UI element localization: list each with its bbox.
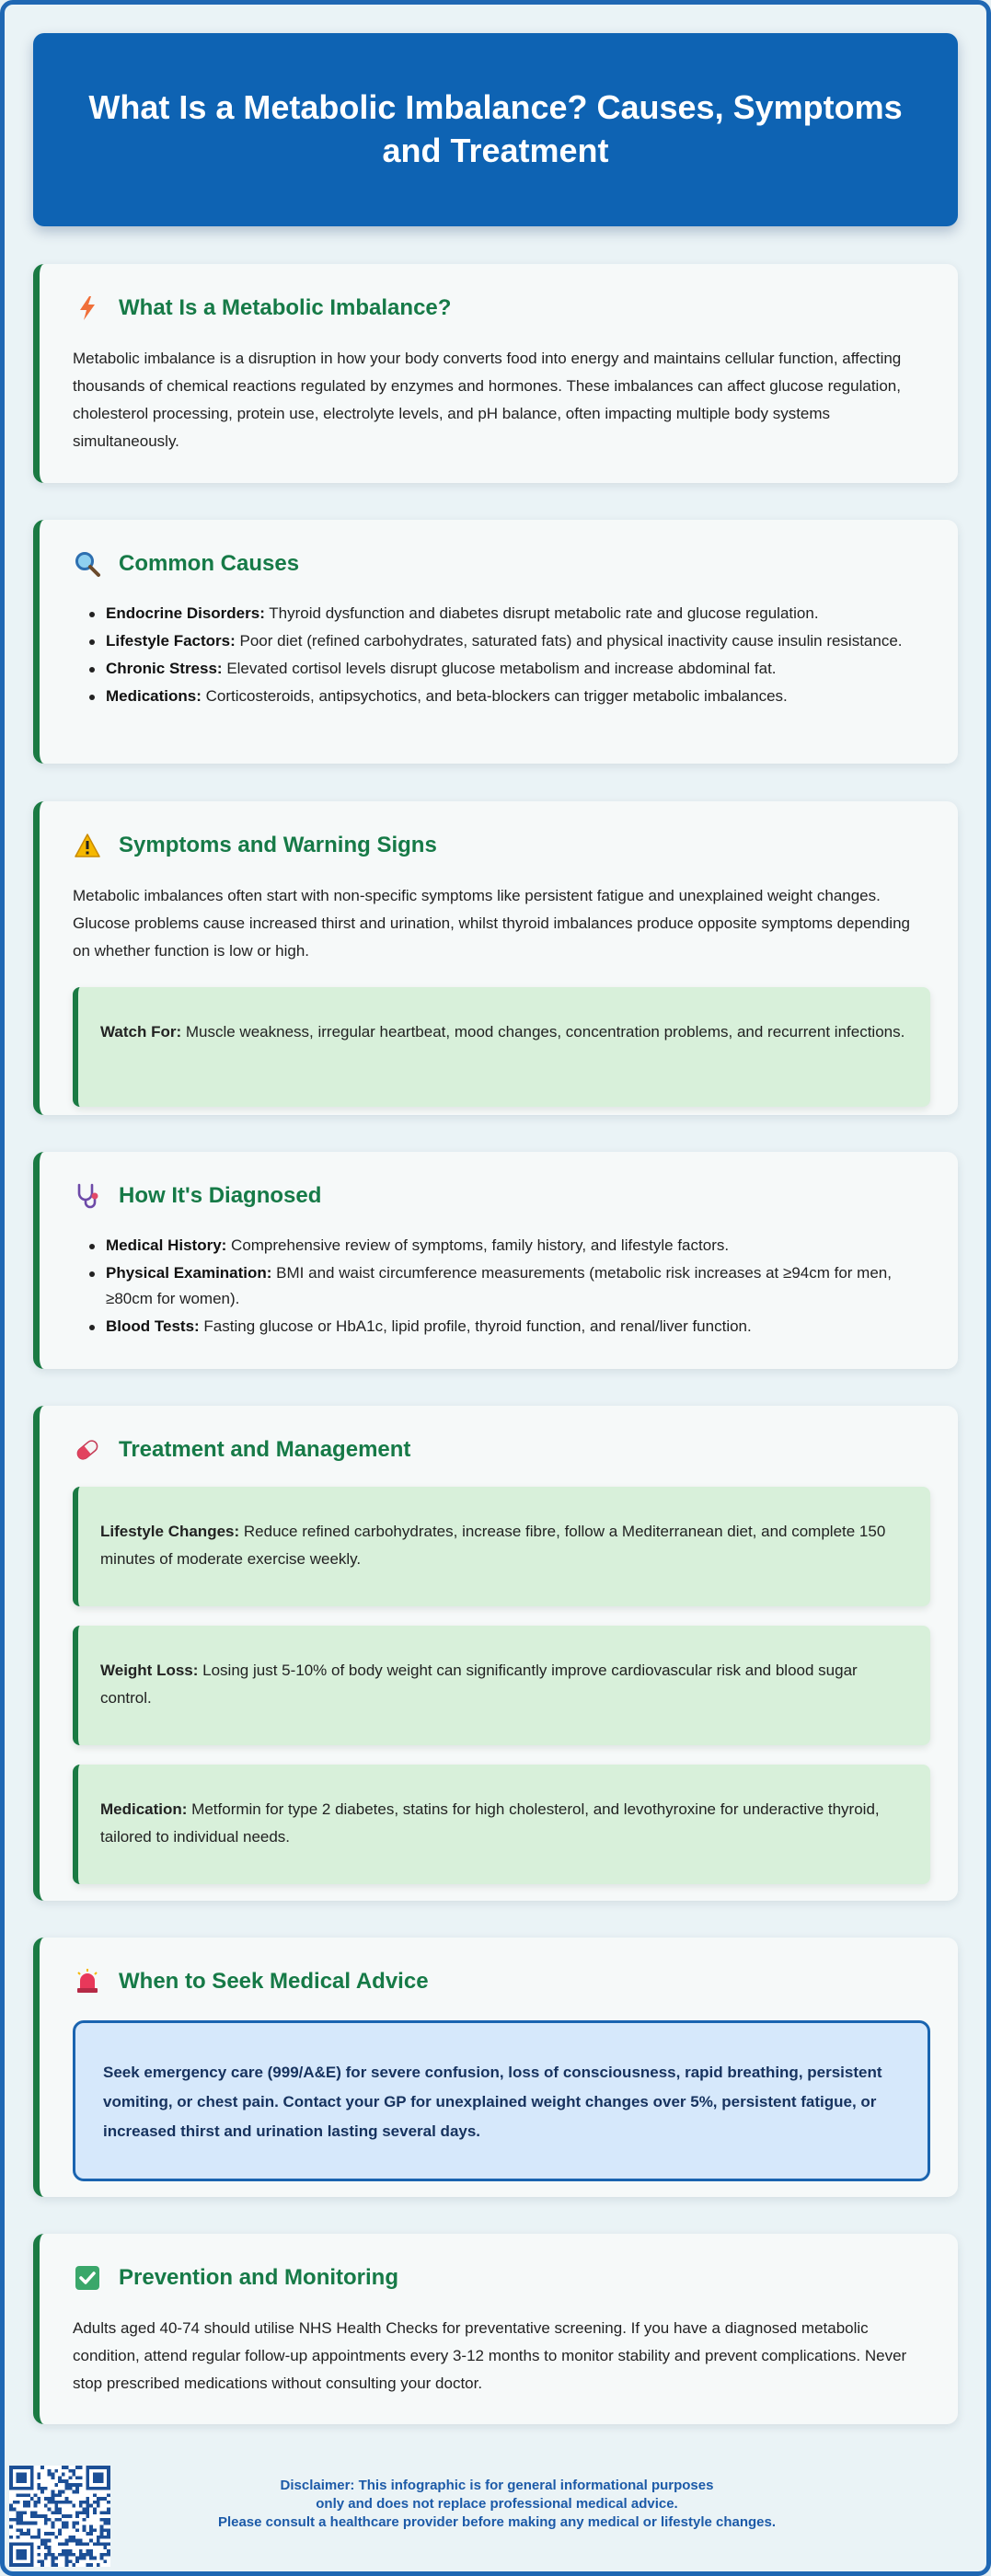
list-item <box>89 684 930 709</box>
disclaimer <box>184 2477 810 2532</box>
lightning-icon <box>73 293 102 323</box>
section-text: Metabolic imbalances often start with non-specific symptoms like persistent fatigue and unexplained weight changes. Glucose problems cause increased thirst and urination, whilst thyroid imbalances produce opposite symptoms depending on whether function is low or high. <box>73 887 910 960</box>
note-text: Reduce refined carbohydrates, increase fibre, follow a Mediterranean diet, and complete 150 minutes of moderate exercise weekly. <box>100 1523 886 1568</box>
item-text: BMI and waist circumference measurements (metabolic risk increases at ≥94cm for men, ≥80cm for women). <box>106 1264 892 1307</box>
section-diagnosis <box>33 1152 958 1369</box>
emergency-alert: Seek emergency care (999/A&E) for severe confusion, loss of consciousness, rapid breathing, persistent vomiting, or chest pain. Contact your GP for unexplained weight changes over 5%, persistent fatigue, or increased thirst and urination lasting several days. <box>73 2020 930 2181</box>
item-term: Lifestyle Factors: <box>106 632 236 650</box>
section-text: Metabolic imbalance is a disruption in how your body converts food into energy and maintains cellular function, affecting thousands of chemical reactions regulated by enzymes and hormones. These imbalances can affect glucose regulation, cholesterol processing, protein use, electrolyte levels, and pH balance, often impacting multiple body systems simultaneously. <box>73 350 902 450</box>
note-text: Losing just 5-10% of body weight can significantly improve cardiovascular risk and blood sugar control. <box>100 1662 858 1707</box>
disclaimer-line: Please consult a healthcare provider before making any medical or lifestyle changes. <box>217 2514 777 2530</box>
note-term: Watch For: <box>100 1023 182 1041</box>
section-text: Adults aged 40-74 should utilise NHS Health Checks for preventative screening. If you have a diagnosed metabolic condition, attend regular follow-up appointments every 3-12 months to monitor stability and prevent complications. Never stop prescribed medications without consulting your doctor. <box>73 2319 907 2392</box>
section-header <box>73 1963 930 2000</box>
list-item <box>89 628 930 654</box>
watch-for-note <box>73 987 930 1107</box>
section-treatment <box>33 1406 958 1901</box>
disclaimer-line: only and does not replace professional medical advice. <box>316 2496 678 2512</box>
note-term: Weight Loss: <box>100 1662 199 1679</box>
item-term: Blood Tests: <box>106 1317 200 1335</box>
item-text: Comprehensive review of symptoms, family history, and lifestyle factors. <box>226 1236 730 1254</box>
section-title: What Is a Metabolic Imbalance? <box>119 295 452 320</box>
item-term: Endocrine Disorders: <box>106 604 265 622</box>
section-header <box>73 1178 930 1214</box>
list-item <box>89 1260 930 1312</box>
note-term: Medication: <box>100 1800 188 1818</box>
item-text: Corticosteroids, antipsychotics, and beta-blockers can trigger metabolic imbalances. <box>201 687 788 705</box>
note-text: Metformin for type 2 diabetes, statins for high cholesterol, and levothyroxine for underactive thyroid, tailored to individual needs. <box>100 1800 880 1846</box>
disclaimer-line: This infographic is for general informational purposes <box>354 2478 714 2493</box>
section-header <box>73 2260 930 2296</box>
qr-code-icon <box>9 2466 110 2567</box>
item-text: Thyroid dysfunction and diabetes disrupt metabolic rate and glucose regulation. <box>264 604 819 622</box>
section-title: When to Seek Medical Advice <box>119 1969 429 1994</box>
section-title: Treatment and Management <box>119 1437 411 1462</box>
section-header <box>73 546 930 582</box>
note-term: Lifestyle Changes: <box>100 1523 240 1540</box>
note-text: Muscle weakness, irregular heartbeat, mood changes, concentration problems, and recurrent infections. <box>181 1023 905 1041</box>
page-header <box>33 33 958 226</box>
diagnosis-list <box>73 1233 930 1340</box>
pill-icon <box>73 1435 102 1465</box>
item-text: Poor diet (refined carbohydrates, saturated fats) and physical inactivity cause insulin resistance. <box>235 632 903 650</box>
item-text: Elevated cortisol levels disrupt glucose metabolism and increase abdominal fat. <box>222 660 777 677</box>
item-term: Medications: <box>106 687 202 705</box>
item-text: Fasting glucose or HbA1c, lipid profile, thyroid function, and renal/liver function. <box>199 1317 752 1335</box>
list-item <box>89 1233 930 1259</box>
item-term: Physical Examination: <box>106 1264 272 1282</box>
treatment-note <box>73 1487 930 1606</box>
section-header <box>73 827 930 864</box>
section-what-is <box>33 264 958 483</box>
section-prevention <box>33 2234 958 2424</box>
section-title: How It's Diagnosed <box>119 1183 322 1208</box>
section-header <box>73 290 930 327</box>
treatment-note <box>73 1765 930 1884</box>
item-term: Chronic Stress: <box>106 660 223 677</box>
siren-icon <box>73 1967 102 1996</box>
section-common-causes <box>33 520 958 764</box>
section-title: Prevention and Monitoring <box>119 2265 398 2290</box>
checkmark-icon <box>73 2263 102 2293</box>
causes-list <box>73 601 930 709</box>
list-item <box>89 601 930 627</box>
warning-icon <box>73 831 102 860</box>
disclaimer-term: Disclaimer: <box>280 2478 355 2493</box>
list-item <box>89 1314 930 1340</box>
section-medical-advice <box>33 1938 958 2197</box>
page-title: What Is a Metabolic Imbalance? Causes, Symptoms and Treatment <box>88 88 903 169</box>
section-title: Common Causes <box>119 551 300 576</box>
section-symptoms <box>33 801 958 1115</box>
magnifier-icon <box>73 549 102 579</box>
stethoscope-icon <box>73 1181 102 1211</box>
section-header <box>73 1432 930 1468</box>
item-term: Medical History: <box>106 1236 227 1254</box>
list-item <box>89 656 930 682</box>
section-title: Symptoms and Warning Signs <box>119 833 437 857</box>
treatment-note <box>73 1626 930 1745</box>
